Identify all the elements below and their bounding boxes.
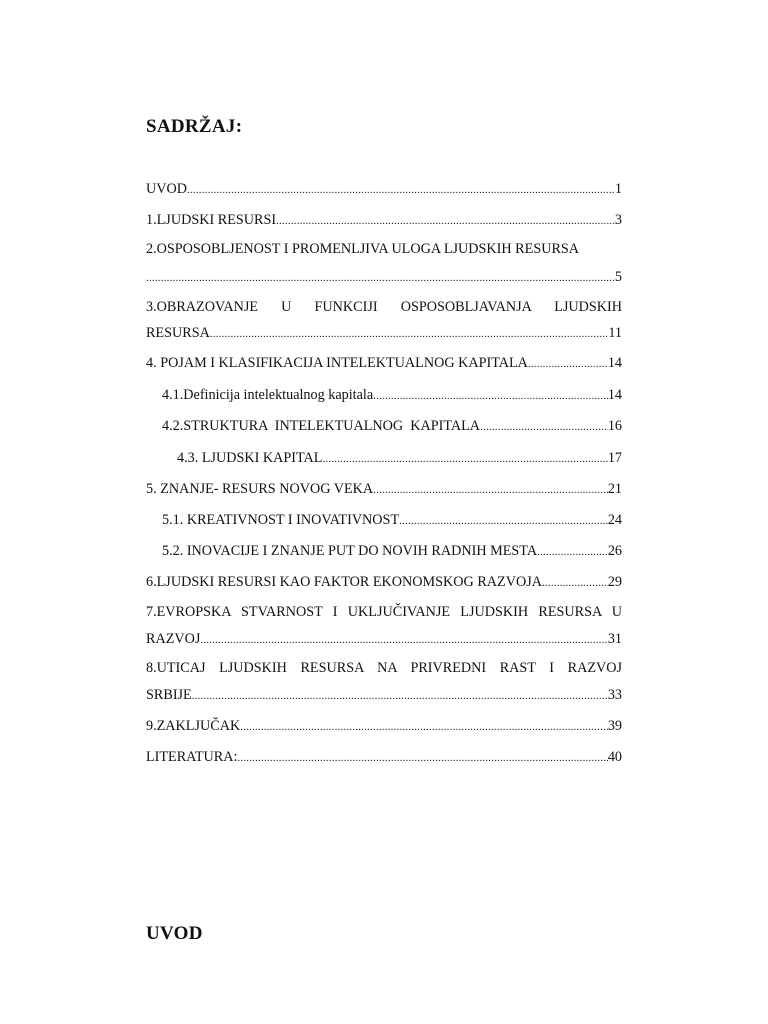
toc-entry-page: 11 [608,325,622,341]
toc-entry-4-3[interactable] [177,448,622,468]
toc-entry-text: 4.3. LJUDSKI KAPITAL [177,450,323,466]
dot-leader [537,542,608,562]
dot-leader [276,211,615,231]
toc-entry-page: 14 [607,355,622,371]
toc-entry-text: 5. ZNANJE- RESURS NOVOG VEKA [146,481,374,497]
toc-entry-4-2[interactable] [162,416,622,436]
toc-entry-text: 5.2. INOVACIJE I ZNANJE PUT DO NOVIH RADNIH MESTA [162,543,538,559]
dot-leader [373,386,608,406]
toc-entry-text: 5.1. KREATIVNOST I INOVATIVNOST [162,512,400,528]
toc-entry-7-line1[interactable] [146,602,622,622]
dot-leader [240,717,608,737]
toc-entry-page: 3 [614,212,622,228]
toc-entry-page: 29 [607,574,622,590]
toc-entry-page: 16 [607,418,622,434]
toc-entry-2-line2[interactable] [146,267,622,287]
toc-entry-5-2[interactable] [162,541,622,561]
dot-leader [399,511,608,531]
toc-entry-3-line1[interactable] [146,297,622,317]
toc-entry-text: 4. POJAM I KLASIFIKACIJA INTELEKTUALNOG KAPITALA [146,355,528,371]
toc-entry-text: 6.LJUDSKI RESURSI KAO FAKTOR EKONOMSKOG RAZVOJA [146,574,542,590]
toc-entry-5[interactable] [146,479,622,499]
toc-entry-page: 14 [607,387,622,403]
toc-entry-2-line1[interactable] [146,239,622,259]
toc-entry-text: 9.ZAKLJUČAK [146,718,241,734]
dot-leader [542,573,608,593]
toc-entry-text: 7.EVROPSKA STVARNOST I UKLJUČIVANJE LJUDSKIH RESURSA U [146,604,622,620]
toc-entry-page: 26 [607,543,622,559]
toc-entry-uvod[interactable] [146,179,622,199]
toc-entry-page: 24 [607,512,622,528]
dot-leader [200,630,607,650]
dot-leader [146,268,615,288]
toc-entry-page: 21 [607,481,622,497]
toc-entry-text: UVOD [146,181,187,197]
toc-entry-8-line2[interactable] [146,685,622,705]
toc-entry-text: 4.1.Definicija intelektualnog kapitala [162,387,374,403]
toc-entry-text: 8.UTICAJ LJUDSKIH RESURSA NA PRIVREDNI RAST I RAZVOJ [146,660,622,676]
toc-entry-text: LITERATURA: [146,749,238,765]
toc-entry-1[interactable] [146,210,622,230]
toc-entry-page: 17 [607,450,622,466]
toc-entry-text: 4.2.STRUKTURA INTELEKTUALNOG KAPITALA [162,418,481,434]
toc-entry-7-line2[interactable] [146,629,622,649]
toc-entry-page: 40 [607,749,622,765]
toc-entry-3-line2[interactable] [146,323,622,343]
toc-title: SADRŽAJ: [146,116,243,137]
dot-leader [322,449,607,469]
toc-entry-page: 39 [607,718,622,734]
toc-entry-text: RESURSA [146,325,210,341]
toc-entry-8-line1[interactable] [146,658,622,678]
dot-leader [210,324,608,344]
toc-entry-page: 5 [614,269,622,285]
dot-leader [237,748,607,768]
toc-entry-5-1[interactable] [162,510,622,530]
toc-entry-6[interactable] [146,572,622,592]
toc-entry-page: 31 [607,631,622,647]
dot-leader [187,180,615,200]
toc-entry-page: 33 [607,687,622,703]
toc-entry-page: 1 [614,181,622,197]
toc-entry-9[interactable] [146,716,622,736]
dot-leader [192,686,608,706]
toc-entry-text: 1.LJUDSKI RESURSI [146,212,277,228]
toc-entry-4-1[interactable] [162,385,622,405]
toc-entry-literatura[interactable] [146,747,622,767]
toc-entry-text: RAZVOJ [146,631,201,647]
dot-leader [373,480,608,500]
toc-entry-4[interactable] [146,353,622,373]
toc-entry-text: 3.OBRAZOVANJE U FUNKCIJI OSPOSOBLJAVANJA LJUDSKIH [146,299,622,315]
dot-leader [480,417,608,437]
section-title: UVOD [146,923,203,944]
dot-leader [528,354,608,374]
toc-entry-text: SRBIJE [146,687,192,703]
toc-entry-text: 2.OSPOSOBLJENOST I PROMENLJIVA ULOGA LJUDSKIH RESURSA [146,241,580,257]
